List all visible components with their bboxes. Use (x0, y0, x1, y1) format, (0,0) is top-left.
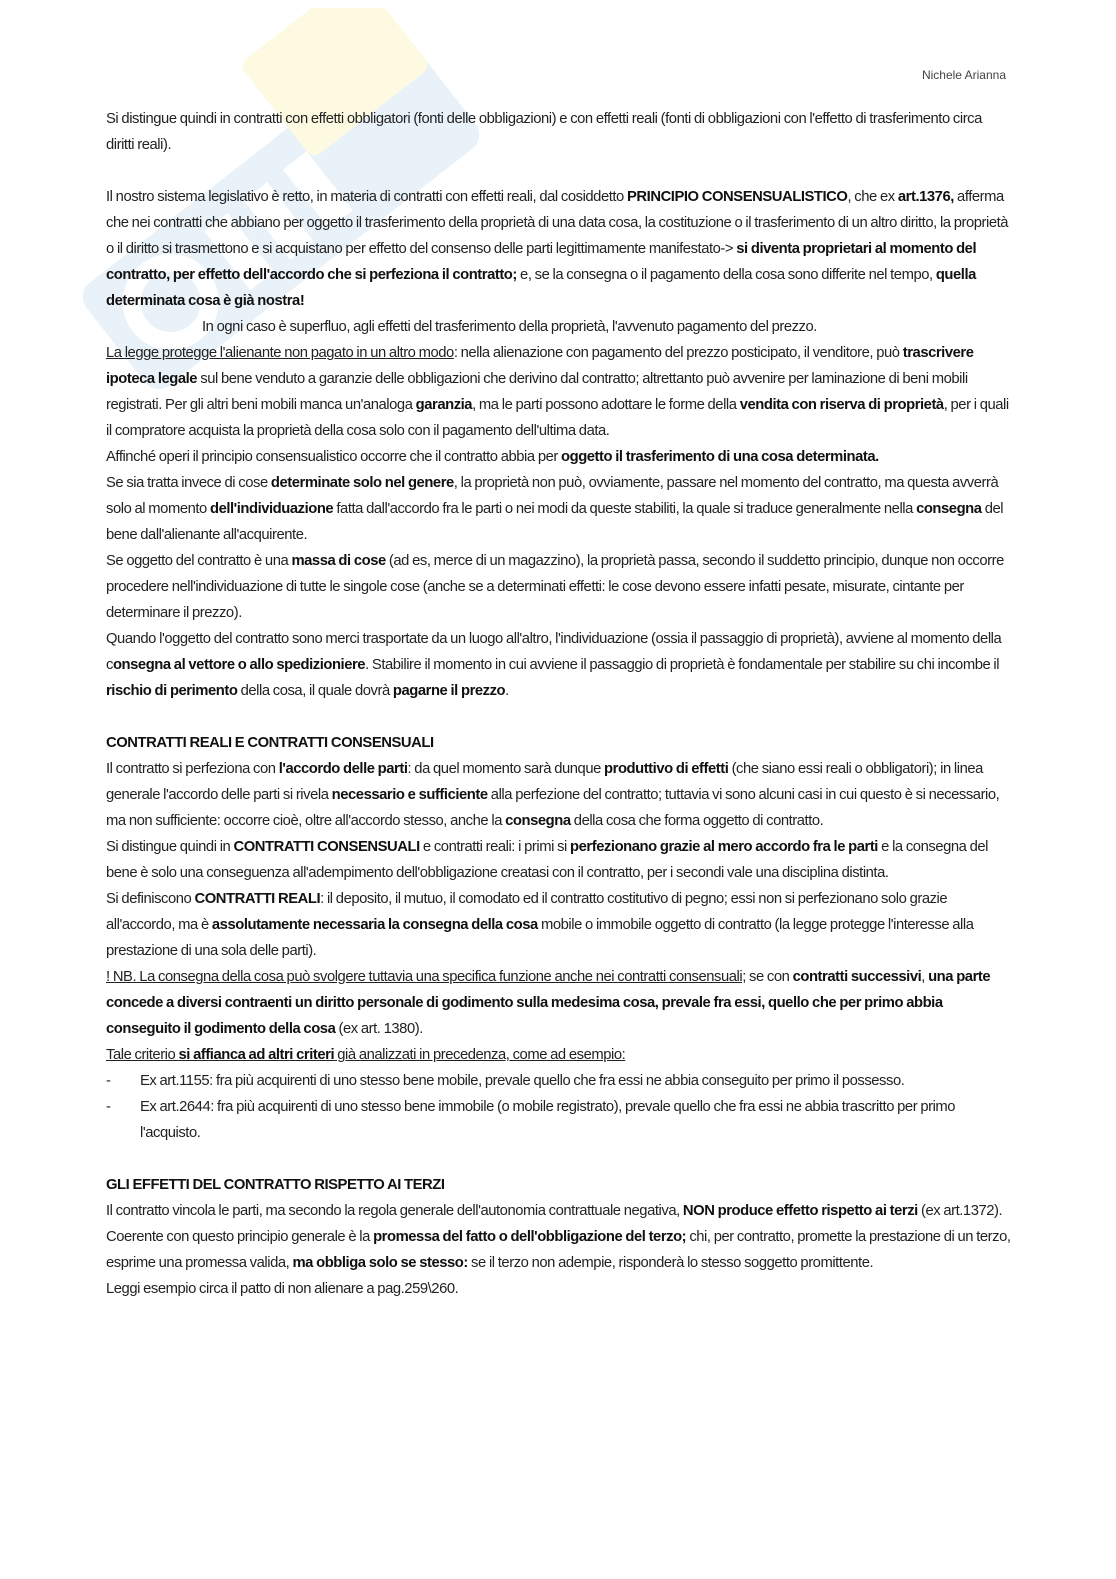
paragraph: La legge protegge l'alienante non pagato in un altro modo: nella alienazione con pagamento del prezzo posticipato, il venditore, può trascrivere ipoteca legale sul bene venduto a garanzie delle obbligazioni che derivino dal contratto; altrettanto può avvenire per laminazione di beni mobili registrati. Per gli altri beni mobili manca un'analoga garanzia, ma le parti possono adottare le forme della vendita con riserva di proprietà, per i quali il compratore acquista la proprietà della cosa solo con il pagamento dell'ultima data. (106, 345, 1009, 439)
paragraph: In ogni caso è superfluo, agli effetti del trasferimento della proprietà, l'avvenuto pagamento del prezzo. (202, 319, 817, 335)
paragraph: Il nostro sistema legislativo è retto, in materia di contratti con effetti reali, dal cosiddetto PRINCIPIO CONSENSUALISTICO, che ex art.1376, afferma che nei contratti che abbiano per oggetto il trasferimento della proprietà di una data cosa, la costituzione o il trasferimento di un altro diritto, la proprietà o il diritto si trasmettono e si acquistano per effetto del consenso delle parti legittimamente manifestato-> si diventa proprietari al momento del contratto, per effetto dell'accordo che si perfeziona il contratto; e, se la consegna o il pagamento della cosa sono differite nel tempo, quella determinata cosa è già nostra! (106, 189, 1009, 309)
paragraph: Leggi esempio circa il patto di non alienare a pag.259\260. (106, 1281, 459, 1297)
paragraph: Se oggetto del contratto è una massa di cose (ad es, merce di un magazzino), la proprietà passa, secondo il suddetto principio, dunque non occorre procedere nell'individuazione di tutte le singole cose (anche se a determinati effetti: le cose devono essere infatti pesate, misurate, cintante per determinare il prezzo). (106, 553, 1004, 621)
list-item: - Ex art.2644: fra più acquirenti di uno stesso bene immobile (o mobile registrato), prevale quello che fra essi ne abbia trascritto per primo l'acquisto. (106, 1099, 956, 1141)
section-heading: GLI EFFETTI DEL CONTRATTO RISPETTO AI TERZI (106, 1177, 445, 1193)
paragraph: Se sia tratta invece di cose determinate solo nel genere, la proprietà non può, ovviamente, passare nel momento del contratto, ma questa avverrà solo al momento dell'individuazione fatta dall'accordo fra le parti o nei modi da queste stabiliti, la quale si traduce generalmente nella consegna del bene dall'alienante all'acquirente. (106, 475, 1004, 543)
document-body (106, 106, 1011, 1302)
paragraph: Quando l'oggetto del contratto sono merci trasportate da un luogo all'altro, l'individuazione (ossia il passaggio di proprietà), avviene al momento della consegna al vettore o allo spedizioniere. Stabilire il momento in cui avviene il passaggio di proprietà è fondamentale per stabilire su chi incombe il rischio di perimento della cosa, il quale dovrà pagarne il prezzo. (106, 631, 1002, 699)
paragraph: Il contratto vincola le parti, ma secondo la regola generale dell'autonomia contrattuale negativa, NON produce effetto rispetto ai terzi (ex art.1372). Coerente con questo principio generale è la promessa del fatto o dell'obbligazione del terzo; chi, per contratto, promette la prestazione di un terzo, esprime una promessa valida, ma obbliga solo se stesso: se il terzo non adempie, risponderà lo stesso soggetto promittente. (106, 1203, 1011, 1271)
paragraph: Si distingue quindi in contratti con effetti obbligatori (fonti delle obbligazioni) e con effetti reali (fonti di obbligazioni con l'effetto di trasferimento circa diritti reali). (106, 111, 982, 153)
author-name: Nichele Arianna (921, 68, 1006, 82)
paragraph: Si definiscono CONTRATTI REALI: il deposito, il mutuo, il comodato ed il contratto costitutivo di pegno; essi non si perfezionano solo grazie all'accordo, ma è assolutamente necessaria la consegna della cosa mobile o immobile oggetto di contratto (la legge protegge l'interesse alla prestazione di una sola delle parti). (106, 891, 974, 959)
paragraph: ! NB. La consegna della cosa può svolgere tuttavia una specifica funzione anche nei contratti consensuali; se con contratti successivi, una parte concede a diversi contraenti un diritto personale di godimento sulla medesima cosa, prevale fra essi, quello che per primo abbia conseguito il godimento della cosa (ex art. 1380). (106, 969, 991, 1037)
list-item: - Ex art.1155: fra più acquirenti di uno stesso bene mobile, prevale quello che fra essi ne abbia conseguito per primo il possesso. (106, 1073, 905, 1089)
section-heading: CONTRATTI REALI E CONTRATTI CONSENSUALI (106, 735, 434, 751)
paragraph: Si distingue quindi in CONTRATTI CONSENSUALI e contratti reali: i primi si perfezionano grazie al mero accordo fra le parti e la consegna del bene è solo una conseguenza all'adempimento dell'obbligazione creatasi con il contratto, per i secondi vale una disciplina distinta. (106, 839, 988, 881)
paragraph: Il contratto si perfeziona con l'accordo delle parti: da quel momento sarà dunque produttivo di effetti (che siano essi reali o obbligatori); in linea generale l'accordo delle parti si rivela necessario e sufficiente alla perfezione del contratto; tuttavia vi sono alcuni casi in cui questo è si necessario, ma non sufficiente: occorre cioè, oltre all'accordo stesso, anche la consegna della cosa che forma oggetto di contratto. (106, 761, 1000, 829)
paragraph: Affinché operi il principio consensualistico occorre che il contratto abbia per oggetto il trasferimento di una cosa determinata. (106, 449, 879, 465)
paragraph: Tale criterio si affianca ad altri criteri già analizzati in precedenza, come ad esempio: (106, 1047, 626, 1063)
